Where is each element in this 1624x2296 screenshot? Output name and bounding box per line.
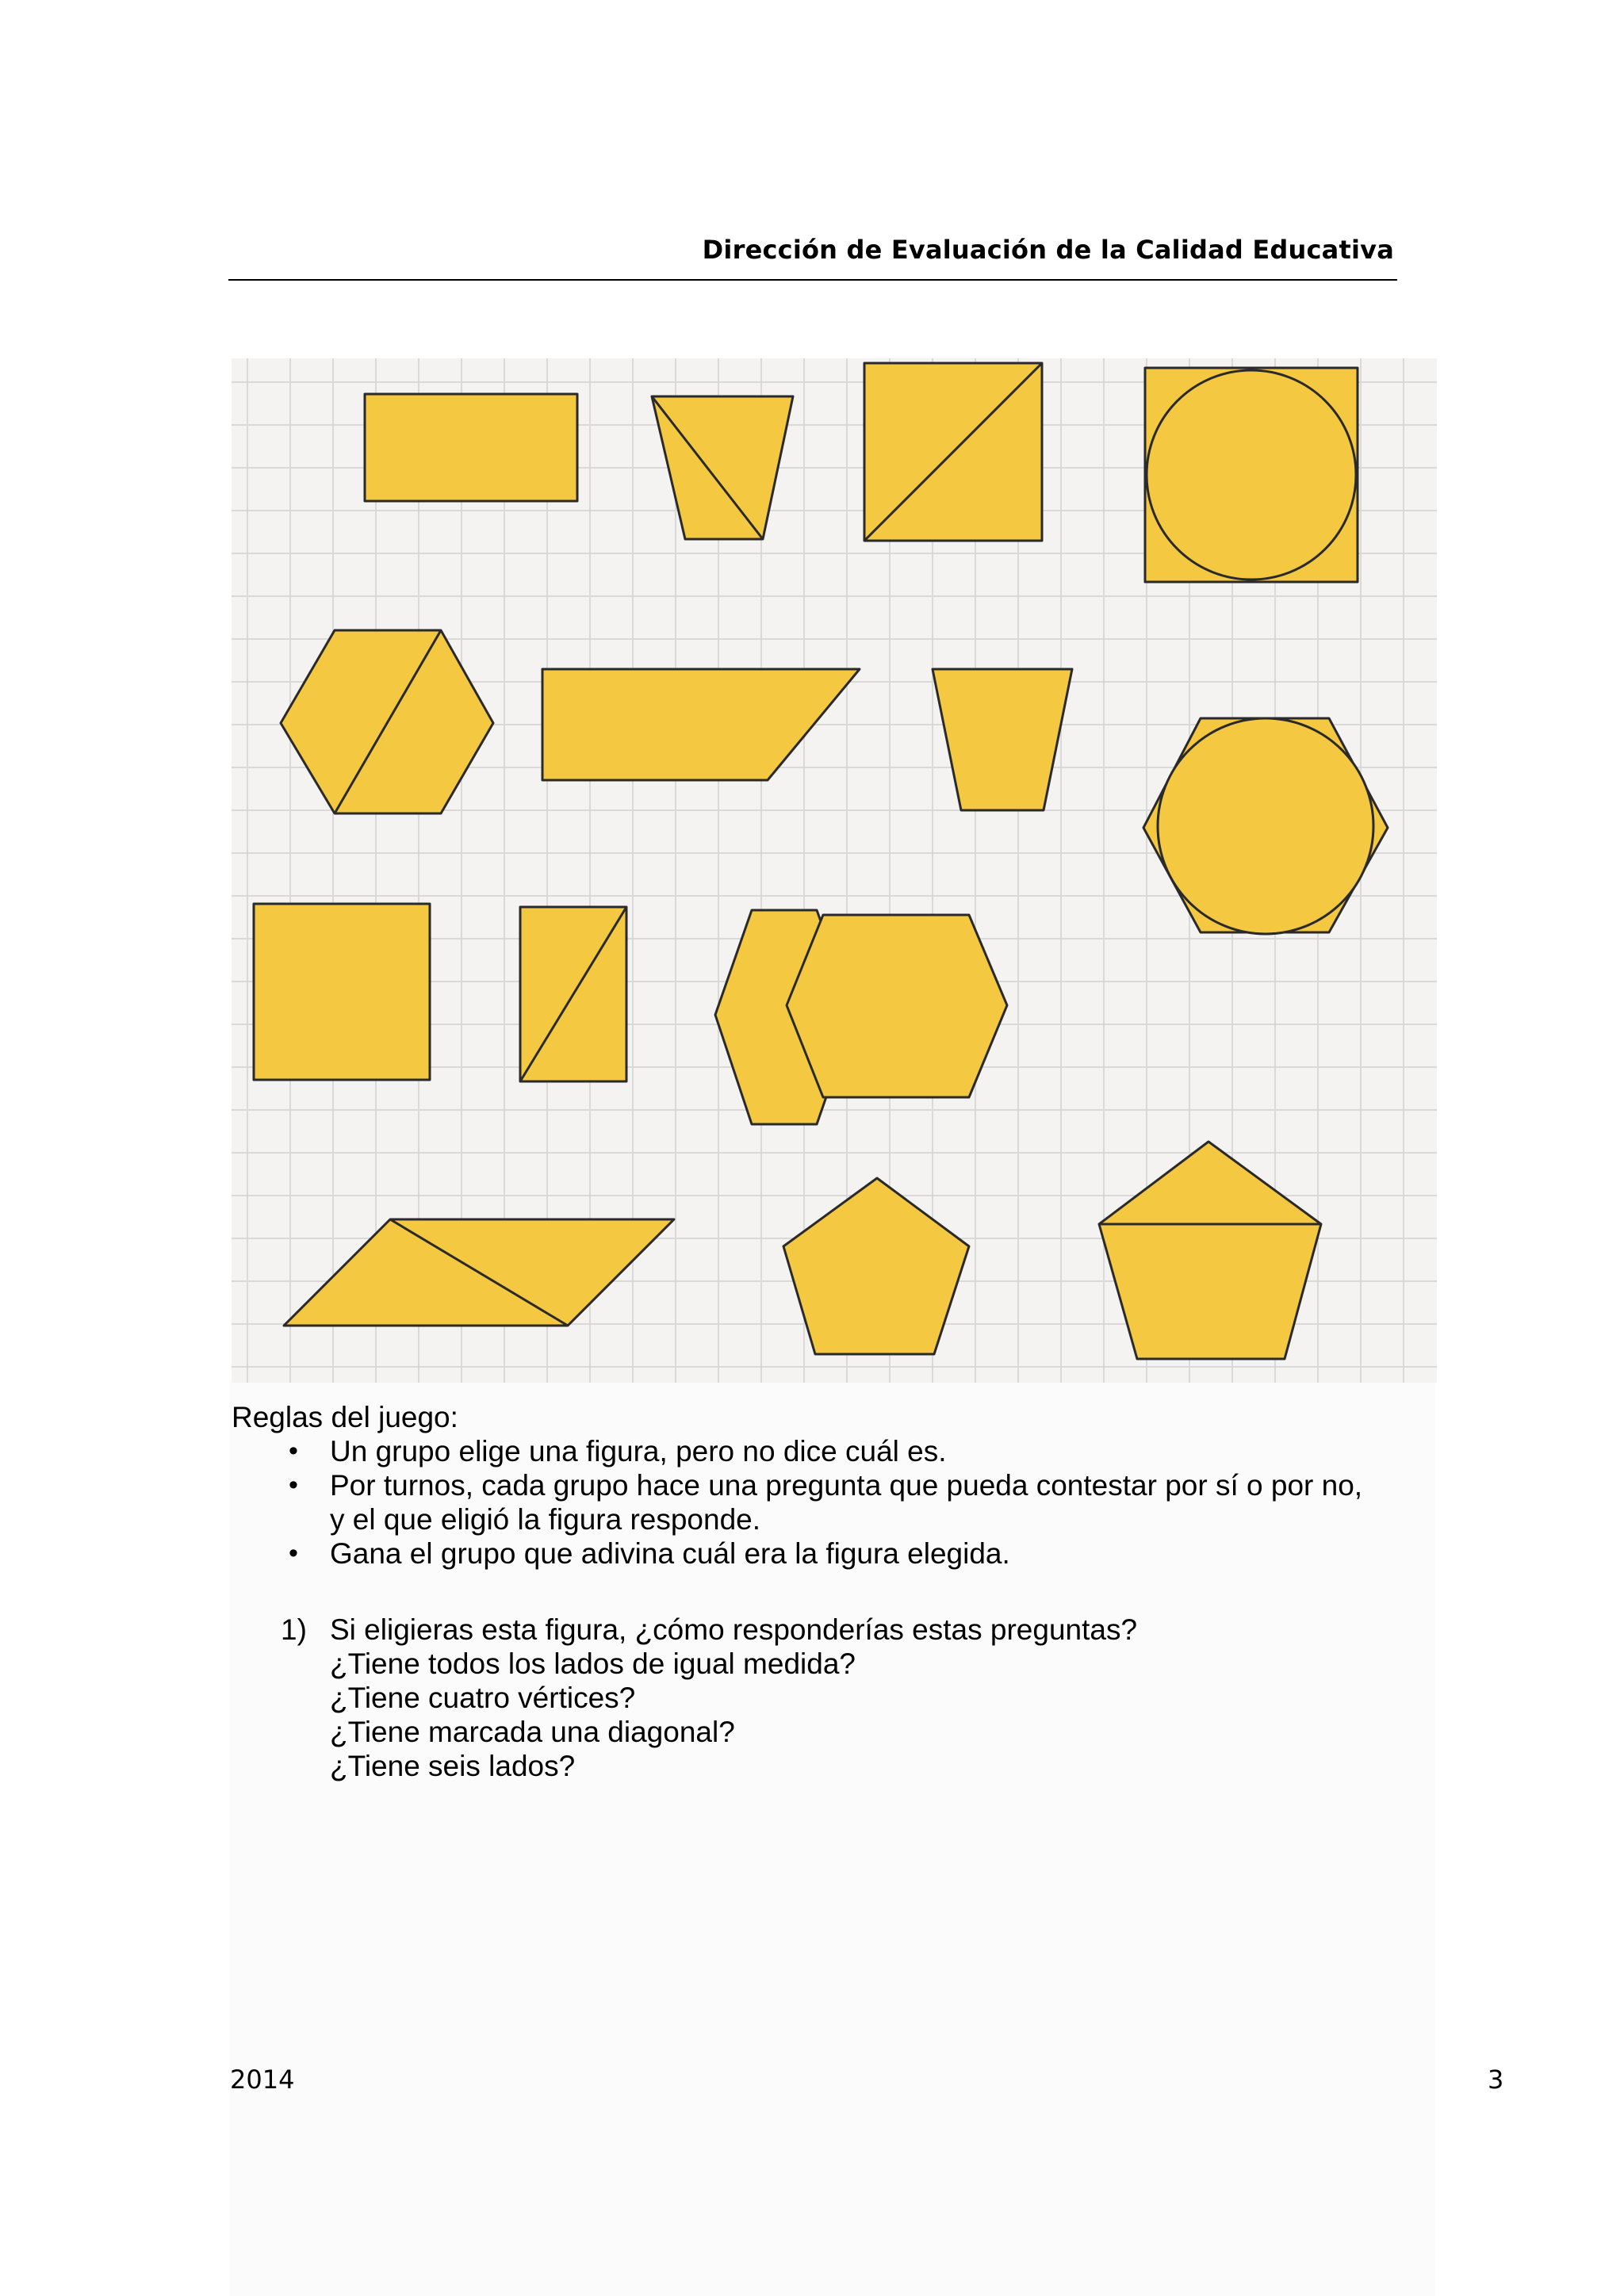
rules-list	[232, 1434, 1421, 1571]
rule-item: • Un grupo elige una figura, pero no dice cuál es.	[289, 1435, 947, 1468]
rule-item-continuation: y el que eligió la figura responde.	[330, 1503, 761, 1536]
shape-trapezoid[interactable]	[933, 669, 1072, 810]
question-1	[281, 1613, 1423, 1783]
shape-rectangle[interactable]	[365, 394, 577, 501]
question-line: ¿Tiene todos los lados de igual medida?	[330, 1647, 856, 1680]
header-rule	[228, 279, 1397, 281]
shapes-figure	[232, 358, 1437, 1383]
shapes-svg	[232, 358, 1437, 1383]
rule-item: • Gana el grupo que adivina cuál era la figura elegida.	[289, 1537, 1010, 1570]
question-number: 1)	[281, 1613, 307, 1646]
shape-hexagon[interactable]	[787, 915, 1007, 1097]
shape-pentagon[interactable]	[783, 1178, 969, 1354]
shape-square[interactable]	[254, 904, 430, 1080]
bullet-icon: •	[289, 1470, 298, 1500]
rule-item: • Por turnos, cada grupo hace una pregunta que pueda contestar por sí o por no,	[289, 1469, 1363, 1502]
bullet-icon: •	[289, 1436, 298, 1466]
shape-trapezoid-diagonal[interactable]	[652, 396, 793, 539]
page-number: 3	[1488, 2064, 1504, 2095]
rules-title: Reglas del juego:	[232, 1401, 458, 1433]
question-line: ¿Tiene seis lados?	[330, 1750, 576, 1782]
header-title: Dirección de Evaluación de la Calidad Educativa	[702, 235, 1394, 265]
question-line: ¿Tiene cuatro vértices?	[330, 1682, 636, 1714]
footer-year: 2014	[230, 2064, 295, 2095]
inscribed-circle	[1147, 370, 1356, 580]
game-rules	[232, 1400, 1421, 1571]
question-prompt: Si eligieras esta figura, ¿cómo responderías estas preguntas?	[330, 1613, 1138, 1646]
hexagon-inscribed-circle	[1158, 718, 1373, 934]
question-line: ¿Tiene marcada una diagonal?	[330, 1716, 735, 1748]
shape-pentagon-triangle[interactable]	[1099, 1142, 1321, 1359]
bullet-icon: •	[289, 1538, 298, 1568]
